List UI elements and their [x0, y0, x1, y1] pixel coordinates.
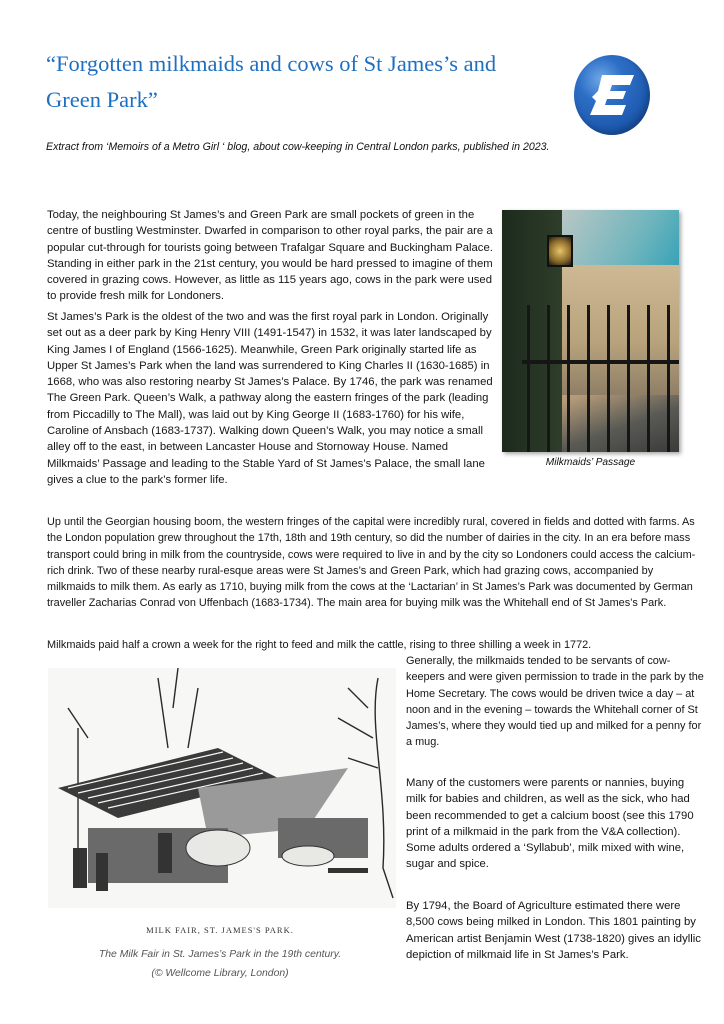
- lamp-icon: [547, 235, 573, 267]
- paragraph-servants: Generally, the milkmaids tended to be servants of cow-keepers and were given permission to trade in the park by the Home Secretary. The cows would be driven twice a day – at noon and in the evening – towards the Whitehall corner of St James’s, where they would tied up and milked for a penny for a mug.: [406, 655, 704, 749]
- paragraph-board-agriculture: By 1794, the Board of Agriculture estimated there were 8,500 cows being milked in London. This 1801 painting by American artist Benjamin West (1738-1820) gives an idyllic depiction of milkmaid life in St James’s Park.: [406, 900, 701, 961]
- paragraph-history: St James’s Park is the oldest of the two and was the first royal park in London. Originally set out as a deer park by King Henry VIII (1491-1547) in 1532, it was later landscaped by King James I of England (1566-1625). Meanwhile, Green Park originally started life as Upper St James’s Park when the land was surrendered to King Charles II (1630-1685) in 1668, who was also restoring nearby St James’s Palace. By 1746, the park was renamed The Green Park. Queen’s Walk, a pathway along the eastern fringes of the park (leading from Piccadilly to The Mall), was laid out by King George II (1683-1760) for his wife, Caroline of Ansbach (1683-1737). Walking down Queen’s Walk, you may notice a small alley off to the east, in between Lancaster House and Stornoway House. Named Milkmaids’ Passage and leading to the Stable Yard of St James’s Palace, the small lane gives a clue to the park’s former life.: [47, 311, 493, 486]
- photo-building: [557, 265, 679, 395]
- engraving-illustration: [48, 668, 396, 908]
- engraving-caption: [40, 945, 400, 983]
- milk-fair-engraving: [48, 668, 396, 908]
- engraving-credit: (© Wellcome Library, London): [151, 968, 289, 979]
- photo-gate-rail: [527, 305, 530, 452]
- paragraph-georgian: Up until the Georgian housing boom, the western fringes of the capital were incredibly rural, covered in fields and dotted with farms. As the London population grew throughout the 17th, 18th and 19th century, so did the number of dairies in the city. In an era before mass transport could bring in milk from the countryside, cows were required to live in and by the city so Londoners could access the calcium-rich drink. Two of these nearby rural-esque areas were St James’s and Green Park, which had grazing cows, accompanied by milkmaids to milk them. As early as 1710, buying milk from the cows at the ‘Lactarian’ in St James’s Park was documented by German traveller Zacharias Conrad von Uffenbach (1683-1734). The main area for buying milk was the Whitehall end of St James’s Park.: [47, 516, 696, 610]
- e-letter-icon: [588, 71, 638, 119]
- photo-caption: Milkmaids’ Passage: [545, 457, 636, 468]
- paragraph-milkmaids-paid: Milkmaids paid half a crown a week for the right to feed and milk the cattle, rising to three shilling a week in 1772.: [47, 639, 592, 651]
- paragraph-customers: Many of the customers were parents or nannies, buying milk for babies and children, as well as the sick, who had been recommended to get a calcium boost (see this 1790 print of a milkmaid in the park from the V&A collection). Some adults ordered a ‘Syllabub’, milk mixed with wine, sugar and spice.: [406, 777, 694, 871]
- paragraph-intro: Today, the neighbouring St James’s and Green Park are small pockets of green in the centre of bustling Westminster. Dwarfed in comparison to other royal parks, the pair are a popular cut-through for tourists going between Trafalgar Square and Buckingham Palace. Standing in either park in the 21st century, you would be hard pressed to imagine of them covered in grazing cows. However, as little as 115 years ago, cows in the park were used to provide fresh milk for Londoners.: [47, 209, 493, 303]
- photo-gate-rail: [607, 305, 610, 452]
- photo-gate-rail: [667, 305, 670, 452]
- engraving-caption-text: The Milk Fair in St. James’s Park in the 19th century.: [98, 949, 342, 960]
- article-subtitle: Extract from ‘Memoirs of a Metro Girl ‘ blog, about cow-keeping in Central London parks, published in 2023.: [46, 141, 550, 153]
- photo-gate-rail: [567, 305, 570, 452]
- article-title: “Forgotten milkmaids and cows of St James’s and Green Park”: [46, 51, 497, 112]
- photo-gate-rail: [547, 305, 550, 452]
- photo-gate-rail: [647, 305, 650, 452]
- engraving-label: MILK FAIR, ST. JAMES'S PARK.: [146, 925, 294, 935]
- photo-gate-rail: [627, 305, 630, 452]
- e-logo-icon: [574, 55, 650, 135]
- milkmaids-passage-photo: [502, 210, 679, 452]
- photo-gate-bar: [522, 360, 679, 364]
- photo-gate-rail: [587, 305, 590, 452]
